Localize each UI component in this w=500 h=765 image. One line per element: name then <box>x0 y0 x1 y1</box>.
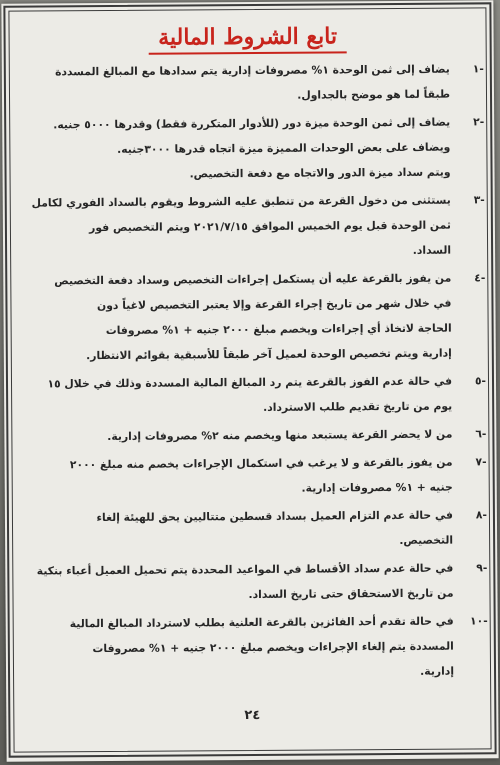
term-line: إدارية. <box>420 664 455 678</box>
term-number: ٦- <box>475 427 487 441</box>
term-line: من لا يحضر القرعة يستبعد منها ويخصم منه ٢% مصروفات إدارية. <box>107 427 453 443</box>
term-text <box>16 450 452 503</box>
term-line: من تاريخ الاستحقاق حتى تاريخ السداد. <box>248 586 454 602</box>
term-line: المسددة يتم إلغاء الإجراءات ويخصم مبلغ ٢٠٠٠ جنيه + ١% مصروفات <box>92 639 454 656</box>
term-number: ١٠- <box>469 614 488 628</box>
term-line: التخصيص. <box>399 533 454 547</box>
term-line: طبقاً لما هو موضح بالجداول. <box>297 87 451 102</box>
term-line: يوم من تاريخ تقديم طلب الاسترداد. <box>263 399 453 414</box>
term-text <box>15 266 452 369</box>
term-line: من يفوز بالقرعة عليه أن يستكمل إجراءات التخصيص وسداد دفعة التخصيص <box>54 271 452 288</box>
term-number: ٢- <box>473 115 485 129</box>
term-item <box>16 368 486 421</box>
term-text <box>14 110 451 188</box>
term-text <box>18 609 455 687</box>
term-line: يستثنى من دخول القرعة من تنطبق عليه الشروط ويقوم بالسداد الفوري لكامل <box>31 193 451 210</box>
term-line: ثمن الوحدة قبل يوم الخميس الموافق ٢٠٢١/٧/١٥ ويتم التخصيص فور <box>89 218 451 235</box>
term-number: ٧- <box>475 455 487 469</box>
term-line: يضاف إلى ثمن الوحدة ميزة دور (للأدوار المتكررة فقط) وقدرها ٥٠٠٠ جنيه. <box>53 115 451 132</box>
term-text <box>17 556 453 609</box>
title-container <box>2 22 494 55</box>
term-line: ويضاف على بعض الوحدات المميزة ميزة اتجاه قدرها ٣٠٠٠جنيه. <box>117 140 451 156</box>
term-line: في حالة عدم سداد الأقساط في المواعيد المحددة يتم تحميل العميل أعباء بنكية <box>36 561 454 578</box>
term-line: في حالة عدم التزام العميل بسداد قسطين متتاليين يحق للهيئة إلغاء <box>96 508 453 525</box>
term-line: جنيه + ١% مصروفات إدارية. <box>301 480 453 495</box>
document-page <box>1 0 498 761</box>
term-number: ٥- <box>474 374 487 388</box>
term-item <box>15 187 486 265</box>
terms-list <box>14 56 488 687</box>
term-item <box>17 555 487 608</box>
term-text <box>16 422 452 450</box>
term-item <box>17 502 487 555</box>
page-number: ٢٤ <box>244 707 261 724</box>
term-line: السداد. <box>412 243 452 257</box>
term-number: ٩- <box>476 561 488 575</box>
term-item <box>15 265 486 368</box>
term-item <box>14 109 485 187</box>
term-line: الحاجة لاتخاذ أي إجراءات ويخصم مبلغ ٢٠٠٠ جنيه + ١% مصروفات <box>105 321 452 338</box>
term-text <box>14 57 450 110</box>
term-line: في خلال شهر من تاريخ إجراء القرعة وإلا يعتبر التخصيص لاغياً دون <box>96 296 452 313</box>
term-number: ٤- <box>474 271 486 285</box>
term-line: في حالة تقدم أحد الفائزين بالقرعة العلنية بطلب لاسترداد المبالغ المالية <box>69 614 454 631</box>
page-title: تابع الشروط المالية <box>148 23 347 54</box>
term-number: ٣- <box>473 193 485 207</box>
term-item <box>16 421 486 449</box>
term-text <box>15 188 452 266</box>
term-line: ويتم سداد ميزة الدور والاتجاه مع دفعة التخصيص. <box>189 165 451 181</box>
term-item <box>16 449 486 502</box>
term-line: من يفوز بالقرعة و لا يرغب في استكمال الإجراءات يخصم منه مبلغ ٢٠٠٠ <box>69 455 453 472</box>
term-number: ١- <box>472 62 484 76</box>
term-item <box>14 56 484 109</box>
term-number: ٨- <box>475 508 487 522</box>
term-line: في حالة عدم الفوز بالقرعة يتم رد المبالغ المالية المسددة وذلك في خلال ١٥ <box>47 374 453 391</box>
term-text <box>17 503 453 556</box>
term-text <box>16 369 452 422</box>
term-line: يضاف إلى ثمن الوحدة ١% مصروفات إدارية يتم سدادها مع المبالغ المسددة <box>54 62 450 79</box>
term-line: إدارية ويتم تخصيص الوحدة لعميل آخر طبقاً للأسبقية بقوائم الانتظار. <box>86 346 452 363</box>
term-item <box>18 608 489 686</box>
